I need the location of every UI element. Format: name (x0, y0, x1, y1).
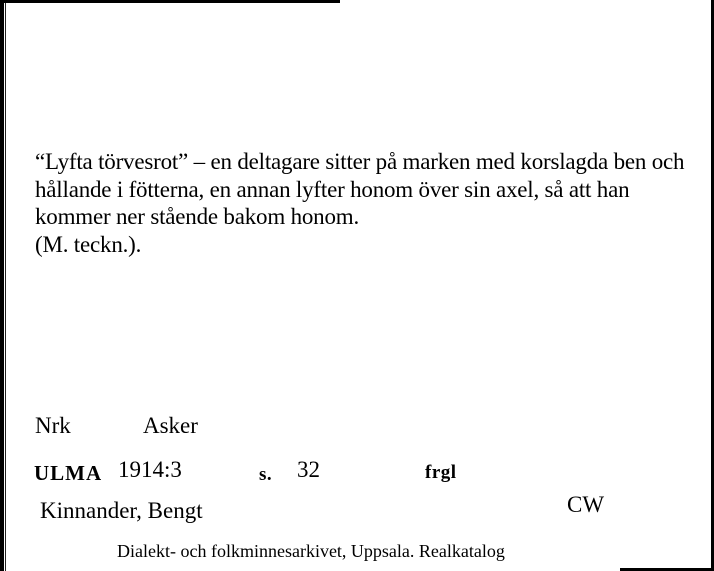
page-number: 32 (297, 457, 320, 482)
page-prefix: s. (259, 464, 273, 485)
scan-edge-left (0, 0, 4, 571)
reference-number: 1914:3 (118, 457, 182, 482)
scan-edge-left-inner (5, 0, 6, 571)
initials: CW (567, 492, 605, 517)
place-label: Asker (143, 413, 198, 438)
region-label: Nrk (35, 413, 71, 438)
scan-edge-top (0, 0, 340, 3)
collector-name: Kinnander, Bengt (40, 498, 203, 523)
card-description: “Lyfta törvesrot” – en deltagare sitter på marken med korslagda ben och hållande i fötterna, en annan lyfter honom över sin axel, så att han kommer ner stående bakom honom. (M. teckn.). (35, 149, 685, 257)
category-label: frgl (425, 462, 457, 483)
archive-footer: Dialekt- och folkminnesarkivet, Uppsala. Realkatalog (117, 541, 505, 561)
archive-label: ULMA (34, 461, 103, 485)
